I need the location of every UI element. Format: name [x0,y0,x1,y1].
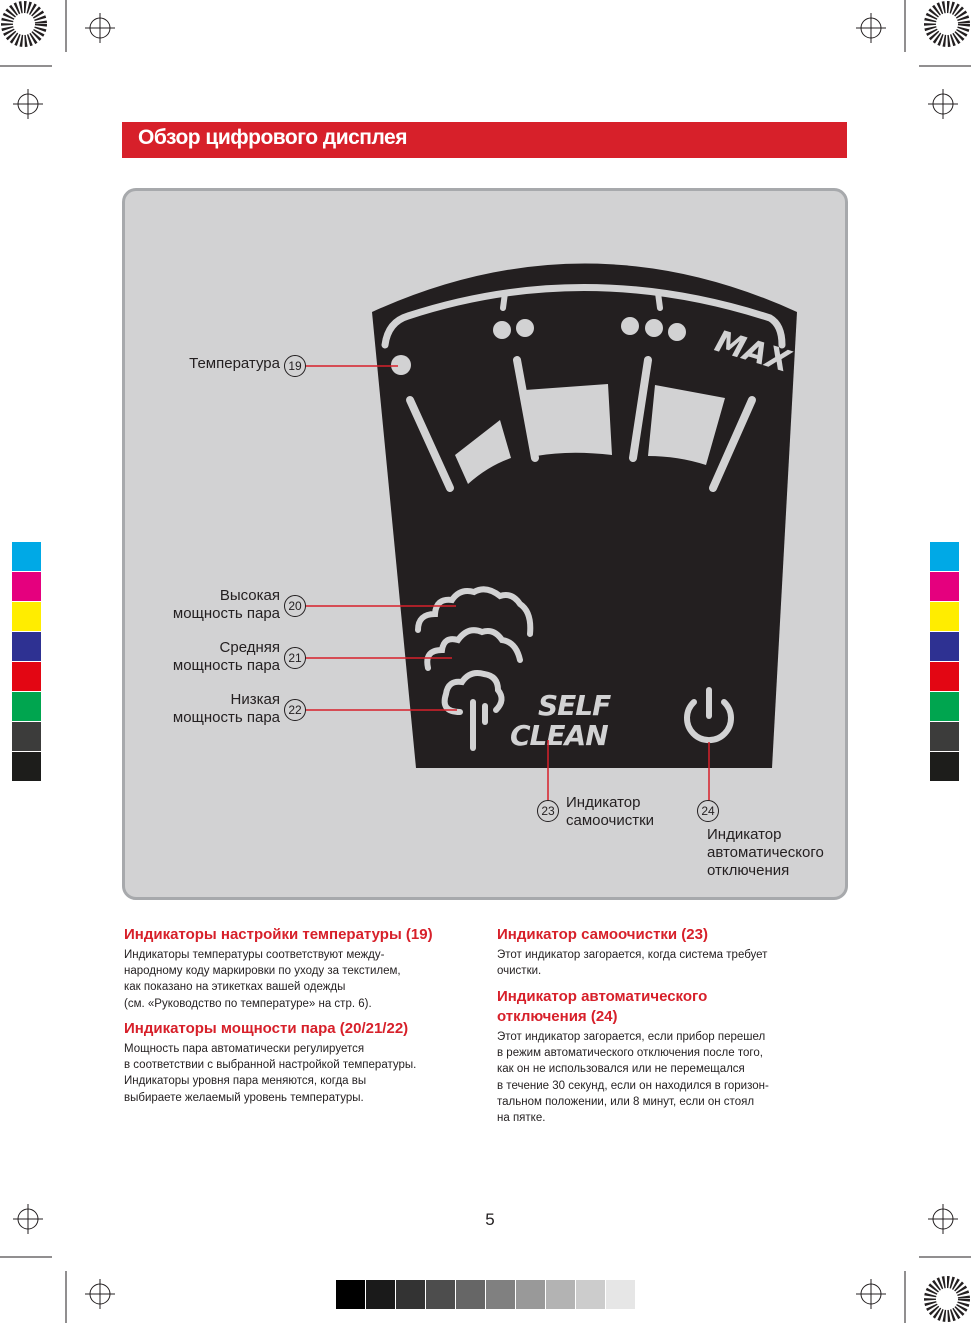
temperature-dot-2b [516,319,534,337]
callout-label-high-steam: Высокая мощность пара [172,587,280,622]
gray-swatch [366,1280,395,1309]
gray-swatch [396,1280,425,1309]
callout-number-19: 19 [284,355,306,377]
max-label: MAX [710,323,794,380]
page-title: Обзор цифрового дисплея [138,126,407,149]
color-swatch [12,542,41,571]
color-swatch [12,572,41,601]
page-number: 5 [485,1210,495,1229]
temperature-dot-1 [391,355,411,375]
section-self-clean-indicator [497,925,847,979]
color-swatch [12,602,41,631]
section-title: Индикаторы настройки температуры (19) [124,926,433,943]
gray-swatch [516,1280,545,1309]
gray-swatch [606,1280,635,1309]
callout-number-22: 22 [284,699,306,721]
color-swatch [930,572,959,601]
gray-swatch [426,1280,455,1309]
callout-number-21: 21 [284,647,306,669]
section-steam-indicators [124,1019,474,1106]
self-clean-label-line1: SELF [538,689,611,722]
gray-swatch [576,1280,605,1309]
temperature-dot-3c [668,323,686,341]
callout-number-24: 24 [697,800,719,822]
color-swatch [12,752,41,781]
color-swatch [12,632,41,661]
color-swatch [930,632,959,661]
section-body: Индикаторы температуры соответствуют между- народному коду маркировки по уходу за текстилем, как показано на этикетках вашей одежды (см. «Руководство по температуре» на стр. 6). [124,949,401,1010]
color-swatch [930,602,959,631]
color-swatch [12,662,41,691]
callout-label-self-clean: Индикатор самоочистки [566,794,655,829]
self-clean-label-line2: CLEAN [510,719,608,752]
color-swatch [930,722,959,751]
section-title: Индикаторы мощности пара (20/21/22) [124,1020,409,1037]
section-auto-off-indicator [497,987,847,1126]
gray-swatch [486,1280,515,1309]
callout-number-20: 20 [284,595,306,617]
color-swatch [930,752,959,781]
color-swatch [12,722,41,751]
callout-label-medium-steam: Средняя мощность пара [172,639,280,674]
temperature-dot-2a [493,321,511,339]
callout-label-temperature: Температура [189,355,280,372]
section-title: Индикатор автоматического отключения (24) [497,988,708,1025]
color-swatch [12,692,41,721]
callout-label-auto-off: Индикатор автоматического отключения [707,826,824,879]
temperature-dot-3b [645,319,663,337]
color-swatch [930,692,959,721]
level-segment-2 [525,384,612,456]
gray-swatch [336,1280,365,1309]
section-temperature-indicators [124,925,474,1012]
section-title: Индикатор самоочистки (23) [497,926,708,943]
callout-label-low-steam: Низкая мощность пара [172,691,280,726]
gray-swatch [546,1280,575,1309]
callout-number-23: 23 [537,800,559,822]
temperature-dot-3a [621,317,639,335]
gray-swatch [456,1280,485,1309]
color-swatch [930,662,959,691]
section-body: Этот индикатор загорается, когда система требует очистки. [497,949,768,978]
section-body: Мощность пара автоматически регулируется в соответствии с выбранной настройкой температуры. Индикаторы уровня пара меняются, когда вы выбираете желаемый уровень температуры. [124,1043,417,1104]
section-body: Этот индикатор загорается, если прибор перешел в режим автоматического отключения после того, как он не использовался или не перемещался в течение 30 секунд, если он находился в горизон- тальном положении, или 8 минут, если он стоял на пятке. [497,1031,769,1125]
color-swatch [930,542,959,571]
